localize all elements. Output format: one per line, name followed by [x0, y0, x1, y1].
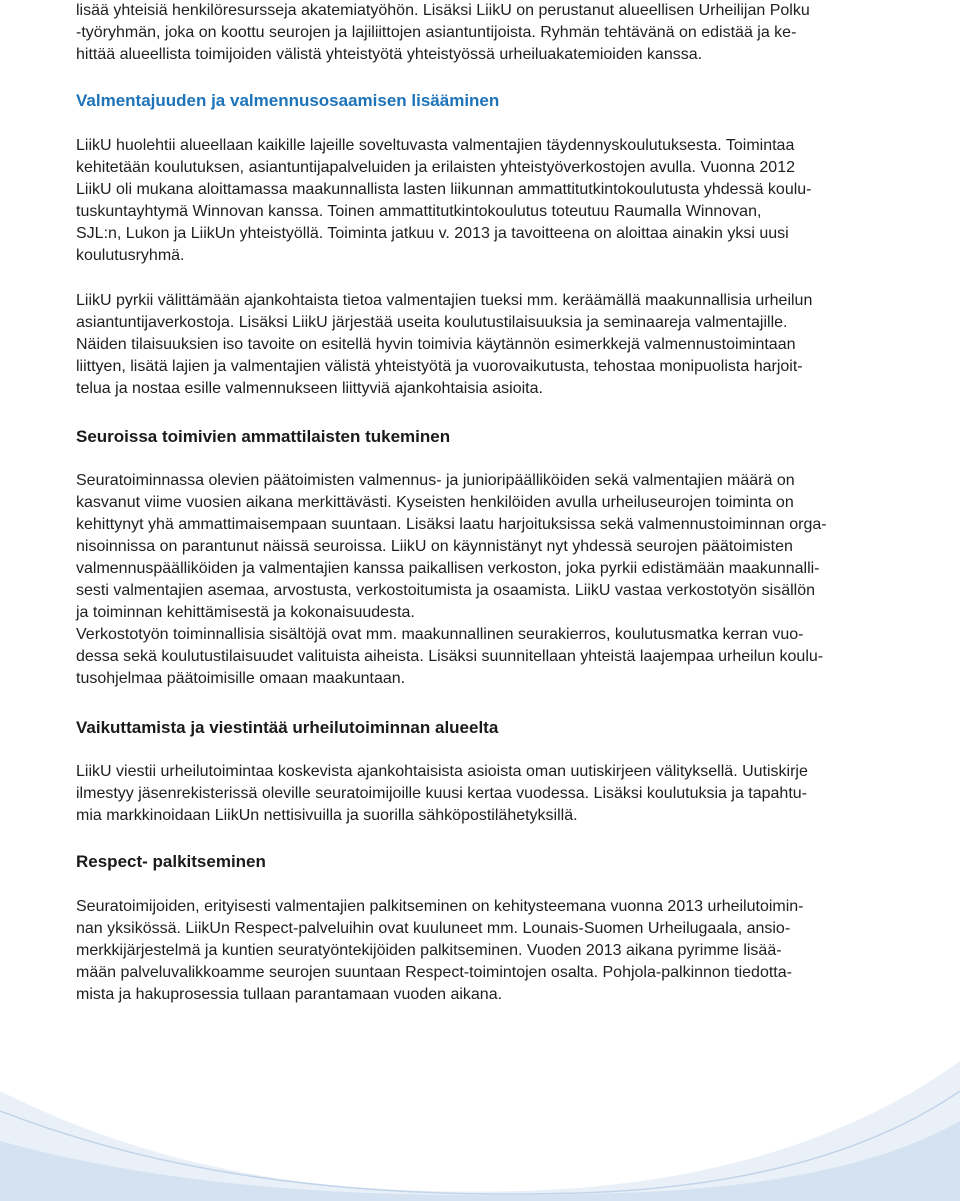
intro-line: hittää alueellista toimijoiden välistä yhteistyötä yhteistyössä urheiluakatemioiden kanssa. — [76, 46, 703, 63]
body-line: nan yksikössä. LiikUn Respect-palveluihin ovat kuuluneet mm. Lounais-Suomen Urheilugaala, ansio- — [76, 920, 791, 937]
body-line: nisoinnissa on parantunut näissä seuroissa. LiikU on käynnistänyt nyt yhdessä seurojen päätoimisten — [76, 538, 793, 555]
body-line: koulutusryhmä. — [76, 247, 185, 264]
body-line: mista ja hakuprosessia tullaan parantamaan vuoden aikana. — [76, 986, 503, 1003]
intro-line: -työryhmän, joka on koottu seurojen ja lajiliittojen asiantuntijoista. Ryhmän tehtävänä on edistää ja ke- — [76, 24, 797, 41]
body-line: dessa sekä koulutustilaisuudet valituista aiheista. Lisäksi suunnitellaan yhteistä laajempaa urheilun koulu- — [76, 648, 824, 665]
body-line: mään palveluvalikkoamme seurojen suuntaan Respect-toimintojen osalta. Pohjola-palkinnon tiedotta- — [76, 964, 792, 981]
section-heading-communication: Vaikuttamista ja viestintää urheilutoiminnan alueelta — [76, 718, 499, 737]
footer-wave-decoration — [0, 1021, 960, 1201]
body-line: LiikU oli mukana aloittamassa maakunnallista lasten liikunnan ammattitutkintokoulutusta yhdessä koulu- — [76, 181, 812, 198]
section-heading-respect: Respect- palkitseminen — [76, 852, 266, 871]
body-line: sesti valmentajien asemaa, arvostusta, verkostoitumista ja osaamista. LiikU vastaa verkostotyön sisällön — [76, 582, 815, 599]
section-heading-professionals: Seuroissa toimivien ammattilaisten tukeminen — [76, 427, 451, 446]
body-line: valmennuspäälliköiden ja valmentajien kanssa paikallisen verkoston, joka pyrkii edistämään maakunnalli- — [76, 560, 820, 577]
body-line: mia markkinoidaan LiikUn nettisivuilla ja suorilla sähköpostilähetyksillä. — [76, 807, 578, 824]
body-line: LiikU viestii urheilutoimintaa koskevista ajankohtaisista asioista oman uutiskirjeen välityksellä. Uutiskirje — [76, 763, 808, 780]
body-line: Verkostotyön toiminnallisia sisältöjä ovat mm. maakunnallinen seurakierros, koulutusmatka kerran vuo- — [76, 626, 804, 643]
body-line: LiikU pyrkii välittämään ajankohtaista tietoa valmentajien tueksi mm. keräämällä maakunnallisia urheilun — [76, 292, 813, 309]
body-line: kehittynyt yhä ammattimaisempaan suuntaan. Lisäksi laatu harjoituksissa sekä valmennustoiminnan orga- — [76, 516, 827, 533]
body-line: liittyen, lisätä lajien ja valmentajien välistä yhteistyötä ja vuorovaikutusta, tehostaa monipuolista harjoit- — [76, 358, 803, 375]
body-line: LiikU huolehtii alueellaan kaikille lajeille soveltuvasta valmentajien täydennyskoulutuksesta. Toimintaa — [76, 137, 795, 154]
body-line: asiantuntijaverkostoja. Lisäksi LiikU järjestää useita koulutustilaisuuksia ja seminaareja valmentajille. — [76, 314, 788, 331]
body-line: ja toiminnan kehittämisestä ja kokonaisuudesta. — [76, 604, 415, 621]
body-line: merkkijärjestelmä ja kuntien seuratyöntekijöiden palkitseminen. Vuoden 2013 aikana pyrimme lisää- — [76, 942, 782, 959]
body-line: kasvanut viime vuosien aikana merkittävästi. Kyseisten henkilöiden avulla urheiluseurojen toiminta on — [76, 494, 794, 511]
body-line: tuskuntayhtymä Winnovan kanssa. Toinen ammattitutkintokoulutus toteutuu Raumalla Winnovan, — [76, 203, 762, 220]
body-line: ilmestyy jäsenrekisterissä oleville seuratoimijoille kuusi kertaa vuodessa. Lisäksi koulutuksia ja tapahtu- — [76, 785, 807, 802]
intro-line: lisää yhteisiä henkilöresursseja akatemiatyöhön. Lisäksi LiikU on perustanut alueellisen Urheilijan Polku — [76, 2, 810, 19]
section-heading-coaching: Valmentajuuden ja valmennusosaamisen lisääminen — [76, 91, 500, 110]
body-line: Seuratoimijoiden, erityisesti valmentajien palkitseminen on kehitysteemana vuonna 2013 urheilutoimin- — [76, 898, 804, 915]
body-line: tusohjelmaa päätoimisille omaan maakuntaan. — [76, 670, 406, 687]
body-line: telua ja nostaa esille valmennukseen liittyviä ajankohtaisia asioita. — [76, 380, 543, 397]
body-line: kehitetään koulutuksen, asiantuntijapalveluiden ja erilaisten yhteistyöverkostojen avulla. Vuonna 2012 — [76, 159, 795, 176]
body-line: Seuratoiminnassa olevien päätoimisten valmennus- ja junioripäälliköiden sekä valmentajien määrä on — [76, 472, 795, 489]
body-line: SJL:n, Lukon ja LiikUn yhteistyöllä. Toiminta jatkuu v. 2013 ja tavoitteena on aloittaa ainakin yksi uusi — [76, 225, 789, 242]
body-line: Näiden tilaisuuksien iso tavoite on esitellä hyvin toimivia käytännön esimerkkejä valmennustoimintaan — [76, 336, 796, 353]
